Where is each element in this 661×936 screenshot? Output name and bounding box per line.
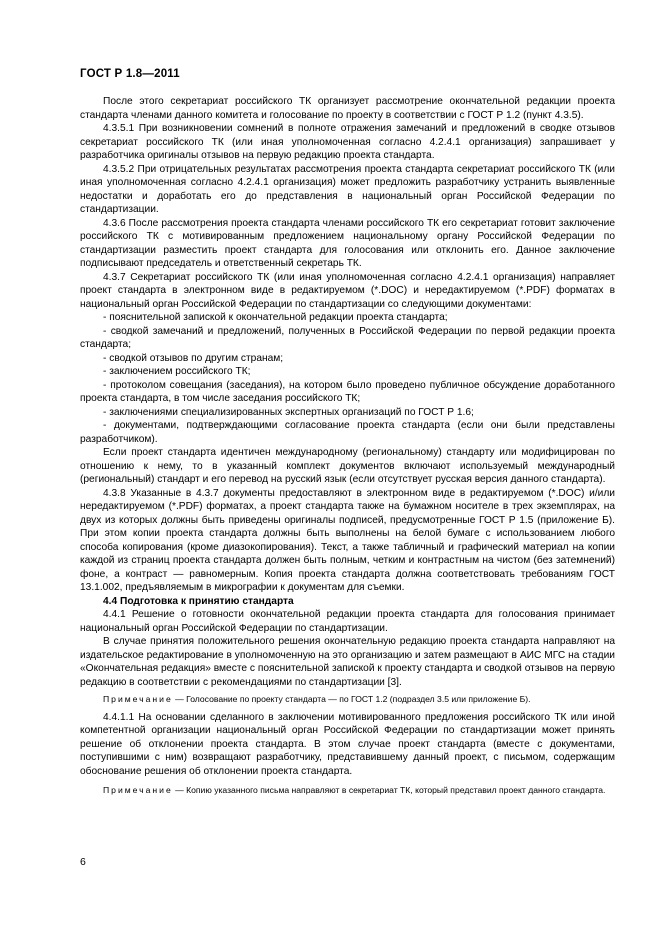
document-code-header: ГОСТ Р 1.8—2011 [80,68,180,80]
clause-4-3-6: 4.3.6 После рассмотрения проекта стандарта членами российского ТК его секретариат готовит заключение российского ТК с мотивированным предложением национальному органу Российской Федерации по стандартизации разместить проект стандарта для голосования или отклонить его. Данное заключение подписывают председатель и ответственный секретарь ТК. [80,217,615,269]
note-letter-copy [80,785,615,797]
list-item: - документами, подтверждающими согласование проекта стандарта (если они были представлены разработчиком). [80,420,615,445]
paragraph-identical-standard: Если проект стандарта идентичен международному (региональному) стандарту или модифицирован по отношению к нему, то в указанный комплект документов включают используемый международный (региональный) стандарт и его перевод на русский язык (если отсутствует русская версия данного стандарта). [80,447,615,485]
note-label: Примечание [103,785,173,795]
document-body [80,95,615,797]
list-item: - пояснительной запиской к окончательной редакции проекта стандарта; [103,312,448,323]
clause-4-3-5-2: 4.3.5.2 При отрицательных результатах рассмотрения проекта стандарта секретариат российского ТК (или иная уполномоченная согласно 4.2.4.1 организация) может предложить разработчику устранить выявленные недостатки и доработать его до представления в национальный орган Российской Федерации по стандартизации. [80,163,615,215]
list-item: - сводкой замечаний и предложений, полученных в Российской Федерации по первой редакции проекта стандарта; [80,325,615,350]
note-text: — Копию указанного письма направляют в секретариат ТК, который представил проект данного стандарта. [172,785,606,795]
section-heading-4-4: 4.4 Подготовка к принятию стандарта [103,595,294,607]
note-label: Примечание [103,694,173,704]
clause-4-3-8: 4.3.8 Указанные в 4.3.7 документы предоставляют в электронном виде в редактируемом (*.DOC) и/или нередактируемом (*.PDF) форматах, а проект стандарта также на бумажном носителе в трех экземплярах, на двух из которых должны быть приведены оригиналы подписей, предусмотренные ГОСТ Р 1.5 (приложение Б). При этом копии проекта стандарта должны быть выполнены на белой бумаге с использованием любого способа копирования (кроме диазокопирования). Текст, а также табличный и графический материал на копии каждой из страниц проекта стандарта должен быть полным, четким и контрастным на чистом (без затемнений) фоне, а контраст — равномерным. Копия проекта стандарта должна соответствовать требованиям ГОСТ 13.1.002, предъявляемым в микрографии к документам для съемки. [80,487,615,593]
note-voting [80,694,615,706]
page-number: 6 [80,856,86,868]
list-item: - заключением российского ТК; [103,366,251,377]
clause-4-3-7: 4.3.7 Секретариат российского ТК (или иная уполномоченная согласно 4.2.4.1 организация) направляет проект стандарта в электронном виде в редактируемом (*.DOC) и нередактируемом (*.PDF) форматах в национальный орган Российской Федерации по стандартизации со следующими документами: [80,271,615,310]
clause-4-4-1-1: 4.4.1.1 На основании сделанного в заключении мотивированного предложения российского ТК или иной компетентной организации национальный орган Российской Федерации по стандартизации может принять решение об отклонении проекта стандарта. В этом случае проект стандарта (вместе с документами, поступившими с ним) возвращают разработчику, представившему данный проект, с письмом, содержащим обоснование решения об отклонении проекта стандарта. [80,711,615,777]
list-item: - сводкой отзывов по другим странам; [103,352,284,364]
clause-4-3-5-1: 4.3.5.1 При возникновении сомнений в полноте отражения замечаний и предложений в сводке отзывов секретариат российского ТК (или иная уполномоченная согласно 4.2.4.1 организация) запрашивает у разработчика оригиналы отзывов на первую редакцию проекта стандарта. [80,123,615,161]
clause-4-4-1: 4.4.1 Решение о готовности окончательной редакции проекта стандарта для голосования принимает национальный орган Российской Федерации по стандартизации. [80,609,615,634]
note-text: — Голосование по проекту стандарта — по ГОСТ 1.2 (подраздел 3.5 или приложение Б). [172,694,531,704]
list-item: - протоколом совещания (заседания), на котором было проведено публичное обсуждение доработанного проекта стандарта, в том числе заседания российского ТК; [80,379,615,404]
list-item: - заключениями специализированных экспертных организаций по ГОСТ Р 1.6; [103,406,474,418]
paragraph-intro: После этого секретариат российского ТК организует рассмотрение окончательной редакции проекта стандарта членами данного комитета и голосование по проекту в соответствии с ГОСТ Р 1.2 (пункт 4.3.5). [80,96,615,121]
paragraph-positive-decision: В случае принятия положительного решения окончательную редакцию проекта стандарта направляют на издательское редактирование в уполномоченную на это организацию и затем размещают в АИС МГС на стадии «Окончательная редакция» вместе с пояснительной запиской к проекту стандарта и сводкой отзывов на первую редакцию в соответствии с рекомендациями по стандартизации [3]. [80,636,615,688]
